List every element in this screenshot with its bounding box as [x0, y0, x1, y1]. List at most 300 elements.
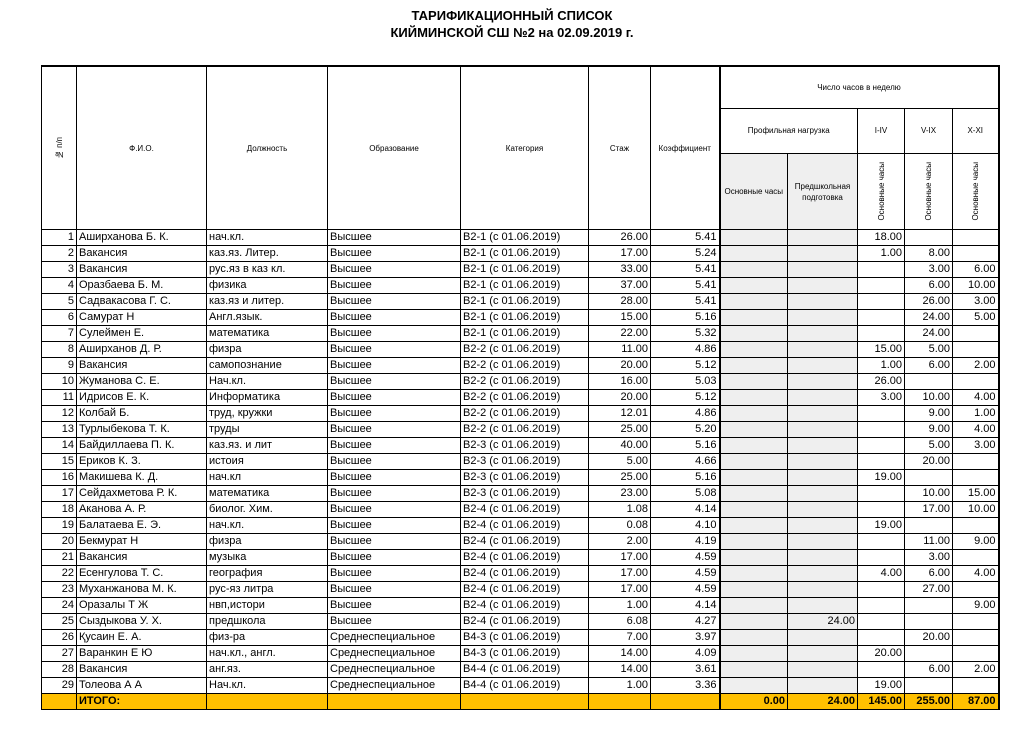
row-grades-10-11 — [953, 518, 999, 534]
row-grades-1-4 — [858, 534, 905, 550]
row-coefficient: 5.32 — [651, 326, 720, 342]
row-category: В2-1 (с 01.06.2019) — [461, 310, 589, 326]
row-position: истоия — [207, 454, 328, 470]
row-category: В2-4 (с 01.06.2019) — [461, 550, 589, 566]
row-num: 11 — [42, 390, 77, 406]
row-grades-1-4 — [858, 310, 905, 326]
row-pre-profile — [788, 230, 858, 246]
row-pre-profile — [788, 502, 858, 518]
row-experience: 16.00 — [589, 374, 651, 390]
row-grades-1-4: 19.00 — [858, 678, 905, 694]
row-experience: 26.00 — [589, 230, 651, 246]
row-education: Высшее — [328, 326, 461, 342]
total-row — [42, 694, 999, 710]
row-grades-5-9: 6.00 — [905, 566, 953, 582]
row-grades-10-11: 9.00 — [953, 534, 999, 550]
row-fio: Аширханов Д. Р. — [77, 342, 207, 358]
row-coefficient: 5.16 — [651, 438, 720, 454]
row-grades-10-11: 3.00 — [953, 438, 999, 454]
row-position: Нач.кл. — [207, 374, 328, 390]
row-experience: 0.08 — [589, 518, 651, 534]
row-coefficient: 4.59 — [651, 582, 720, 598]
row-pre-profile — [788, 470, 858, 486]
row-num: 19 — [42, 518, 77, 534]
row-main-hours — [720, 646, 788, 662]
row-experience: 11.00 — [589, 342, 651, 358]
document-title: ТАРИФИКАЦИОННЫЙ СПИСОК — [411, 8, 613, 23]
row-category: В2-4 (с 01.06.2019) — [461, 582, 589, 598]
row-position: анг.яз. — [207, 662, 328, 678]
row-experience: 17.00 — [589, 550, 651, 566]
row-category: В2-2 (с 01.06.2019) — [461, 358, 589, 374]
row-coefficient: 4.09 — [651, 646, 720, 662]
table-row — [42, 406, 999, 422]
row-num: 22 — [42, 566, 77, 582]
table-row — [42, 342, 999, 358]
table-row — [42, 230, 999, 246]
row-main-hours — [720, 406, 788, 422]
row-grades-10-11: 9.00 — [953, 598, 999, 614]
table-row — [42, 550, 999, 566]
row-grades-10-11 — [953, 230, 999, 246]
table-row — [42, 486, 999, 502]
row-grades-5-9: 27.00 — [905, 582, 953, 598]
row-position: биолог. Хим. — [207, 502, 328, 518]
row-category: В2-4 (с 01.06.2019) — [461, 518, 589, 534]
row-pre-profile — [788, 278, 858, 294]
row-experience: 1.00 — [589, 678, 651, 694]
row-experience: 22.00 — [589, 326, 651, 342]
row-main-hours — [720, 502, 788, 518]
row-experience: 25.00 — [589, 470, 651, 486]
row-coefficient: 5.16 — [651, 470, 720, 486]
table-row — [42, 582, 999, 598]
row-position: математика — [207, 326, 328, 342]
row-pre-profile — [788, 326, 858, 342]
row-coefficient: 4.10 — [651, 518, 720, 534]
table-row — [42, 598, 999, 614]
row-position: самопознание — [207, 358, 328, 374]
row-grades-5-9: 3.00 — [905, 262, 953, 278]
row-position: физра — [207, 342, 328, 358]
row-grades-1-4: 18.00 — [858, 230, 905, 246]
row-grades-10-11 — [953, 630, 999, 646]
row-grades-1-4 — [858, 454, 905, 470]
row-grades-10-11 — [953, 614, 999, 630]
table-row — [42, 374, 999, 390]
row-main-hours — [720, 598, 788, 614]
row-experience: 7.00 — [589, 630, 651, 646]
row-grades-5-9: 17.00 — [905, 502, 953, 518]
row-grades-1-4: 19.00 — [858, 518, 905, 534]
row-grades-5-9 — [905, 678, 953, 694]
row-pre-profile — [788, 662, 858, 678]
row-education: Высшее — [328, 358, 461, 374]
row-grades-10-11 — [953, 470, 999, 486]
row-position: Нач.кл. — [207, 678, 328, 694]
row-coefficient: 4.14 — [651, 502, 720, 518]
row-main-hours — [720, 662, 788, 678]
row-coefficient: 3.97 — [651, 630, 720, 646]
row-coefficient: 5.24 — [651, 246, 720, 262]
row-main-hours — [720, 486, 788, 502]
row-grades-5-9: 26.00 — [905, 294, 953, 310]
row-num: 9 — [42, 358, 77, 374]
row-coefficient: 5.41 — [651, 294, 720, 310]
row-grades-1-4 — [858, 422, 905, 438]
row-grades-5-9: 3.00 — [905, 550, 953, 566]
row-experience: 40.00 — [589, 438, 651, 454]
row-grades-5-9: 11.00 — [905, 534, 953, 550]
row-pre-profile — [788, 534, 858, 550]
row-experience: 15.00 — [589, 310, 651, 326]
row-grades-10-11 — [953, 326, 999, 342]
row-coefficient: 4.86 — [651, 406, 720, 422]
table-row — [42, 678, 999, 694]
row-fio: Ериков К. З. — [77, 454, 207, 470]
row-num: 6 — [42, 310, 77, 326]
row-experience: 6.08 — [589, 614, 651, 630]
row-education: Высшее — [328, 390, 461, 406]
row-education: Высшее — [328, 486, 461, 502]
row-fio: Қусаин Е. А. — [77, 630, 207, 646]
row-main-hours — [720, 358, 788, 374]
table-row — [42, 630, 999, 646]
row-position: каз.яз. Литер. — [207, 246, 328, 262]
row-position: нвп,истори — [207, 598, 328, 614]
table-row — [42, 358, 999, 374]
row-fio: Жуманова С. Е. — [77, 374, 207, 390]
row-grades-5-9: 9.00 — [905, 422, 953, 438]
row-main-hours — [720, 566, 788, 582]
row-grades-10-11: 4.00 — [953, 422, 999, 438]
row-experience: 17.00 — [589, 566, 651, 582]
row-grades-5-9: 10.00 — [905, 390, 953, 406]
row-experience: 2.00 — [589, 534, 651, 550]
row-main-hours — [720, 630, 788, 646]
row-fio: Самурат Н — [77, 310, 207, 326]
row-grades-1-4 — [858, 614, 905, 630]
header-position: Должность — [207, 66, 328, 230]
table-row — [42, 390, 999, 406]
row-position: Англ.язык. — [207, 310, 328, 326]
total-grades-10-11: 87.00 — [953, 694, 999, 710]
row-category: В2-4 (с 01.06.2019) — [461, 566, 589, 582]
row-fio: Оразбаева Б. М. — [77, 278, 207, 294]
row-category: В4-4 (с 01.06.2019) — [461, 662, 589, 678]
row-grades-1-4: 26.00 — [858, 374, 905, 390]
row-fio: Вакансия — [77, 262, 207, 278]
row-grades-10-11: 10.00 — [953, 502, 999, 518]
row-grades-5-9 — [905, 598, 953, 614]
row-category: В2-2 (с 01.06.2019) — [461, 422, 589, 438]
row-main-hours — [720, 454, 788, 470]
header-main-hours-10-11: Основные часы — [953, 154, 999, 230]
row-category: В2-2 (с 01.06.2019) — [461, 374, 589, 390]
row-experience: 12.01 — [589, 406, 651, 422]
row-education: Высшее — [328, 454, 461, 470]
row-category: В2-3 (с 01.06.2019) — [461, 470, 589, 486]
table-row — [42, 278, 999, 294]
row-position: каз.яз. и лит — [207, 438, 328, 454]
row-pre-profile — [788, 262, 858, 278]
row-main-hours — [720, 230, 788, 246]
row-grades-1-4: 1.00 — [858, 246, 905, 262]
row-grades-5-9: 5.00 — [905, 438, 953, 454]
row-grades-5-9: 6.00 — [905, 358, 953, 374]
row-grades-5-9 — [905, 230, 953, 246]
row-pre-profile — [788, 486, 858, 502]
row-main-hours — [720, 614, 788, 630]
row-category: В4-3 (с 01.06.2019) — [461, 646, 589, 662]
row-category: В2-1 (с 01.06.2019) — [461, 294, 589, 310]
row-pre-profile — [788, 566, 858, 582]
row-grades-1-4: 19.00 — [858, 470, 905, 486]
row-coefficient: 5.41 — [651, 278, 720, 294]
row-num: 29 — [42, 678, 77, 694]
row-grades-1-4 — [858, 486, 905, 502]
row-education: Высшее — [328, 310, 461, 326]
row-position: нач.кл. — [207, 518, 328, 534]
row-grades-5-9 — [905, 374, 953, 390]
row-position: рус.яз в каз кл. — [207, 262, 328, 278]
row-experience: 1.00 — [589, 598, 651, 614]
row-coefficient: 5.16 — [651, 310, 720, 326]
row-coefficient: 5.12 — [651, 390, 720, 406]
table-row — [42, 662, 999, 678]
table-row — [42, 438, 999, 454]
row-education: Среднеспециальное — [328, 630, 461, 646]
row-experience: 37.00 — [589, 278, 651, 294]
row-category: В4-3 (с 01.06.2019) — [461, 630, 589, 646]
row-grades-5-9: 20.00 — [905, 630, 953, 646]
row-num: 2 — [42, 246, 77, 262]
row-position: музыка — [207, 550, 328, 566]
row-education: Высшее — [328, 598, 461, 614]
row-fio: Сейдахметова Р. К. — [77, 486, 207, 502]
row-category: В4-4 (с 01.06.2019) — [461, 678, 589, 694]
table-row — [42, 614, 999, 630]
row-grades-1-4 — [858, 630, 905, 646]
row-education: Высшее — [328, 374, 461, 390]
row-coefficient: 5.03 — [651, 374, 720, 390]
row-grades-1-4 — [858, 662, 905, 678]
row-pre-profile — [788, 582, 858, 598]
header-hours-per-week: Число часов в неделю — [720, 66, 999, 108]
row-num: 10 — [42, 374, 77, 390]
row-education: Высшее — [328, 502, 461, 518]
row-num: 17 — [42, 486, 77, 502]
table-row — [42, 470, 999, 486]
row-main-hours — [720, 518, 788, 534]
row-coefficient: 5.41 — [651, 262, 720, 278]
row-pre-profile — [788, 358, 858, 374]
row-position: труды — [207, 422, 328, 438]
row-fio: Аширханова Б. К. — [77, 230, 207, 246]
row-main-hours — [720, 582, 788, 598]
row-experience: 20.00 — [589, 390, 651, 406]
row-coefficient: 3.36 — [651, 678, 720, 694]
tariff-table — [41, 65, 1000, 710]
row-education: Среднеспециальное — [328, 678, 461, 694]
total-pre-profile: 24.00 — [788, 694, 858, 710]
total-main-hours: 0.00 — [720, 694, 788, 710]
row-pre-profile — [788, 598, 858, 614]
row-grades-1-4: 1.00 — [858, 358, 905, 374]
row-pre-profile — [788, 406, 858, 422]
header-grades-10-11: X-XI — [953, 108, 999, 154]
row-experience: 33.00 — [589, 262, 651, 278]
row-experience: 1.08 — [589, 502, 651, 518]
row-position: математика — [207, 486, 328, 502]
row-num: 12 — [42, 406, 77, 422]
table-row — [42, 566, 999, 582]
row-coefficient: 4.66 — [651, 454, 720, 470]
header-grades-1-4: I-IV — [858, 108, 905, 154]
row-grades-5-9: 10.00 — [905, 486, 953, 502]
total-label: ИТОГО: — [77, 694, 207, 710]
row-fio: Макишева К. Д. — [77, 470, 207, 486]
row-education: Высшее — [328, 438, 461, 454]
row-category: В2-1 (с 01.06.2019) — [461, 326, 589, 342]
row-num: 4 — [42, 278, 77, 294]
header-category: Категория — [461, 66, 589, 230]
row-pre-profile — [788, 630, 858, 646]
row-grades-1-4 — [858, 262, 905, 278]
row-grades-1-4 — [858, 550, 905, 566]
row-category: В2-3 (с 01.06.2019) — [461, 486, 589, 502]
row-fio: Вакансия — [77, 662, 207, 678]
row-main-hours — [720, 294, 788, 310]
row-category: В2-2 (с 01.06.2019) — [461, 406, 589, 422]
row-num: 16 — [42, 470, 77, 486]
row-grades-1-4 — [858, 438, 905, 454]
row-num: 13 — [42, 422, 77, 438]
header-coefficient: Коэффициент — [651, 66, 720, 230]
row-num: 14 — [42, 438, 77, 454]
row-grades-10-11: 3.00 — [953, 294, 999, 310]
row-fio: Вакансия — [77, 550, 207, 566]
row-num: 25 — [42, 614, 77, 630]
row-category: В2-2 (с 01.06.2019) — [461, 342, 589, 358]
row-num: 18 — [42, 502, 77, 518]
row-education: Высшее — [328, 470, 461, 486]
row-grades-1-4 — [858, 278, 905, 294]
row-coefficient: 4.59 — [651, 550, 720, 566]
row-experience: 14.00 — [589, 646, 651, 662]
header-pre-profile: Предшкольная подготовка — [788, 154, 858, 230]
row-fio: Оразалы Т Ж — [77, 598, 207, 614]
row-education: Высшее — [328, 342, 461, 358]
row-grades-10-11 — [953, 246, 999, 262]
row-pre-profile: 24.00 — [788, 614, 858, 630]
row-num: 5 — [42, 294, 77, 310]
row-main-hours — [720, 246, 788, 262]
row-grades-1-4: 20.00 — [858, 646, 905, 662]
row-pre-profile — [788, 390, 858, 406]
row-grades-5-9 — [905, 518, 953, 534]
row-fio: Турлыбекова Т. К. — [77, 422, 207, 438]
table-row — [42, 422, 999, 438]
row-grades-10-11 — [953, 342, 999, 358]
row-num: 3 — [42, 262, 77, 278]
row-category: В2-1 (с 01.06.2019) — [461, 230, 589, 246]
row-education: Высшее — [328, 582, 461, 598]
row-category: В2-2 (с 01.06.2019) — [461, 390, 589, 406]
document-subtitle: КИЙМИНСКОЙ СШ №2 на 02.09.2019 г. — [390, 25, 634, 40]
row-education: Высшее — [328, 262, 461, 278]
row-grades-10-11: 6.00 — [953, 262, 999, 278]
row-coefficient: 4.86 — [651, 342, 720, 358]
row-coefficient: 4.59 — [651, 566, 720, 582]
row-main-hours — [720, 438, 788, 454]
row-fio: Идрисов Е. К. — [77, 390, 207, 406]
row-category: В2-1 (с 01.06.2019) — [461, 262, 589, 278]
row-education: Высшее — [328, 278, 461, 294]
table-row — [42, 502, 999, 518]
row-pre-profile — [788, 646, 858, 662]
row-coefficient: 4.19 — [651, 534, 720, 550]
row-main-hours — [720, 342, 788, 358]
row-grades-5-9 — [905, 470, 953, 486]
row-fio: Балатаева Е. Э. — [77, 518, 207, 534]
row-education: Высшее — [328, 550, 461, 566]
row-main-hours — [720, 326, 788, 342]
row-grades-5-9: 6.00 — [905, 662, 953, 678]
row-num: 20 — [42, 534, 77, 550]
row-fio: Есенгулова Т. С. — [77, 566, 207, 582]
row-coefficient: 5.12 — [651, 358, 720, 374]
row-grades-10-11 — [953, 374, 999, 390]
table-row — [42, 646, 999, 662]
row-position: нач.кл. — [207, 230, 328, 246]
row-num: 27 — [42, 646, 77, 662]
row-education: Высшее — [328, 566, 461, 582]
row-education: Высшее — [328, 614, 461, 630]
row-experience: 17.00 — [589, 246, 651, 262]
row-category: В2-3 (с 01.06.2019) — [461, 454, 589, 470]
row-category: В2-4 (с 01.06.2019) — [461, 598, 589, 614]
row-education: Высшее — [328, 230, 461, 246]
row-education: Высшее — [328, 406, 461, 422]
row-grades-10-11: 4.00 — [953, 390, 999, 406]
header-grades-5-9: V-IX — [905, 108, 953, 154]
row-education: Высшее — [328, 246, 461, 262]
row-pre-profile — [788, 454, 858, 470]
row-grades-10-11: 4.00 — [953, 566, 999, 582]
row-position: труд, кружки — [207, 406, 328, 422]
row-grades-1-4 — [858, 502, 905, 518]
row-pre-profile — [788, 310, 858, 326]
row-grades-5-9: 24.00 — [905, 326, 953, 342]
row-category: В2-3 (с 01.06.2019) — [461, 438, 589, 454]
row-num: 8 — [42, 342, 77, 358]
row-main-hours — [720, 550, 788, 566]
row-grades-1-4 — [858, 406, 905, 422]
row-main-hours — [720, 310, 788, 326]
row-main-hours — [720, 262, 788, 278]
row-experience: 5.00 — [589, 454, 651, 470]
header-main-hours-1-4: Основные часы — [858, 154, 905, 230]
row-grades-5-9: 5.00 — [905, 342, 953, 358]
row-grades-5-9 — [905, 646, 953, 662]
row-pre-profile — [788, 294, 858, 310]
row-grades-10-11: 2.00 — [953, 662, 999, 678]
row-position: нач.кл — [207, 470, 328, 486]
row-grades-10-11 — [953, 678, 999, 694]
row-education: Среднеспециальное — [328, 646, 461, 662]
row-fio: Байдиллаева П. К. — [77, 438, 207, 454]
